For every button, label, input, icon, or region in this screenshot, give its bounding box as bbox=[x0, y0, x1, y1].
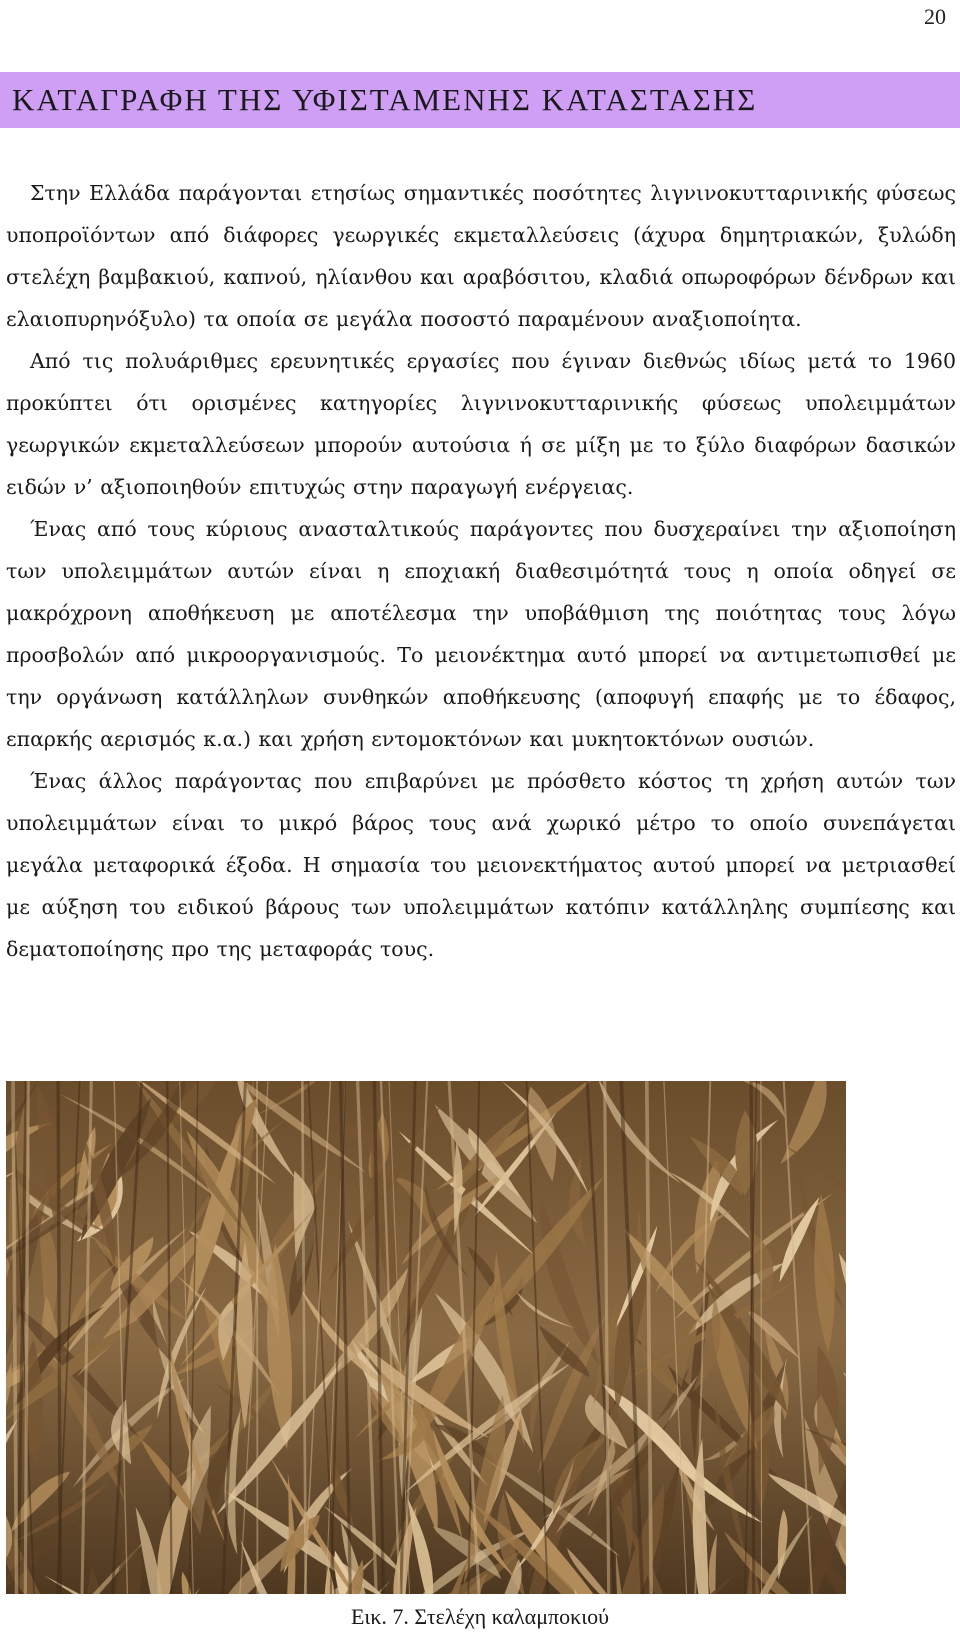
paragraph-2: Από τις πολυάριθμες ερευνητικές εργασίες που έγιναν διεθνώς ιδίως μετά το 1960 προκύπτει ότι ορισμένες κατηγορίες λιγνινοκυτταρινικής φύσεως υπολειμμάτων γεωργικών εκμεταλλεύσεων μπορούν αυτούσια ή σε μίξη με το ξύλο διαφόρων δασικών ειδών ν’ αξιοποιηθούν επιτυχώς στην παραγωγή ενέργειας. bbox=[6, 349, 956, 499]
corn-stalks-photo bbox=[6, 1081, 846, 1594]
page-number: 20 bbox=[924, 4, 946, 29]
body-text bbox=[6, 172, 956, 970]
corn-stalks-illustration bbox=[6, 1081, 846, 1594]
corn-stalk-line bbox=[761, 1081, 762, 1594]
figure-caption: Εικ. 7. Στελέχη καλαμποκιού bbox=[350, 1604, 610, 1629]
section-title: ΚΑΤΑΓΡΑΦΗ ΤΗΣ ΥΦΙΣΤΑΜΕΝΗΣ ΚΑΤΑΣΤΑΣΗΣ bbox=[12, 82, 758, 117]
paragraph-4: Ένας άλλος παράγοντας που επιβαρύνει με πρόσθετο κόστος τη χρήση αυτών των υπολειμμάτων είναι το μικρό βάρος τους ανά χωρικό μέτρο το οποίο συνεπάγεται μεγάλα μεταφορικά έξοδα. Η σημασία του μειονεκτήματος αυτού μπορεί να μετριασθεί με αύξηση του ειδικού βάρους των υπολειμμάτων κατόπιν κατάλληλης συμπίεσης και δεματοποίησης προ της μεταφοράς τους. bbox=[6, 769, 956, 961]
paragraph-3: Ένας από τους κύριους ανασταλτικούς παράγοντες που δυσχεραίνει την αξιοποίηση των υπολειμμάτων αυτών είναι η εποχιακή διαθεσιμότητά τους η οποία οδηγεί σε μακρόχρονη αποθήκευση με αποτέλεσμα την υποβάθμιση της ποιότητας τους λόγω προσβολών από μικροοργανισμούς. Το μειονέκτημα αυτό μπορεί να αντιμετωπισθεί με την οργάνωση κατάλληλων συνθηκών αποθήκευσης (αποφυγή επαφής με το έδαφος, επαρκής αερισμός κ.α.) και χρήση εντομοκτόνων και μυκητοκτόνων ουσιών. bbox=[6, 517, 956, 751]
paragraph-1: Στην Ελλάδα παράγονται ετησίως σημαντικές ποσότητες λιγνινοκυτταρινικής φύσεως υποπροϊόντων από διάφορες γεωργικές εκμεταλλεύσεις (άχυρα δημητριακών, ξυλώδη στελέχη βαμβακιού, καπνού, ηλίανθου και αραβόσιτου, κλαδιά οπωροφόρων δένδρων και ελαιοπυρηνόξυλο) τα οποία σε μεγάλα ποσοστό παραμένουν αναξιοποίητα. bbox=[6, 181, 956, 331]
section-title-band bbox=[0, 72, 960, 128]
